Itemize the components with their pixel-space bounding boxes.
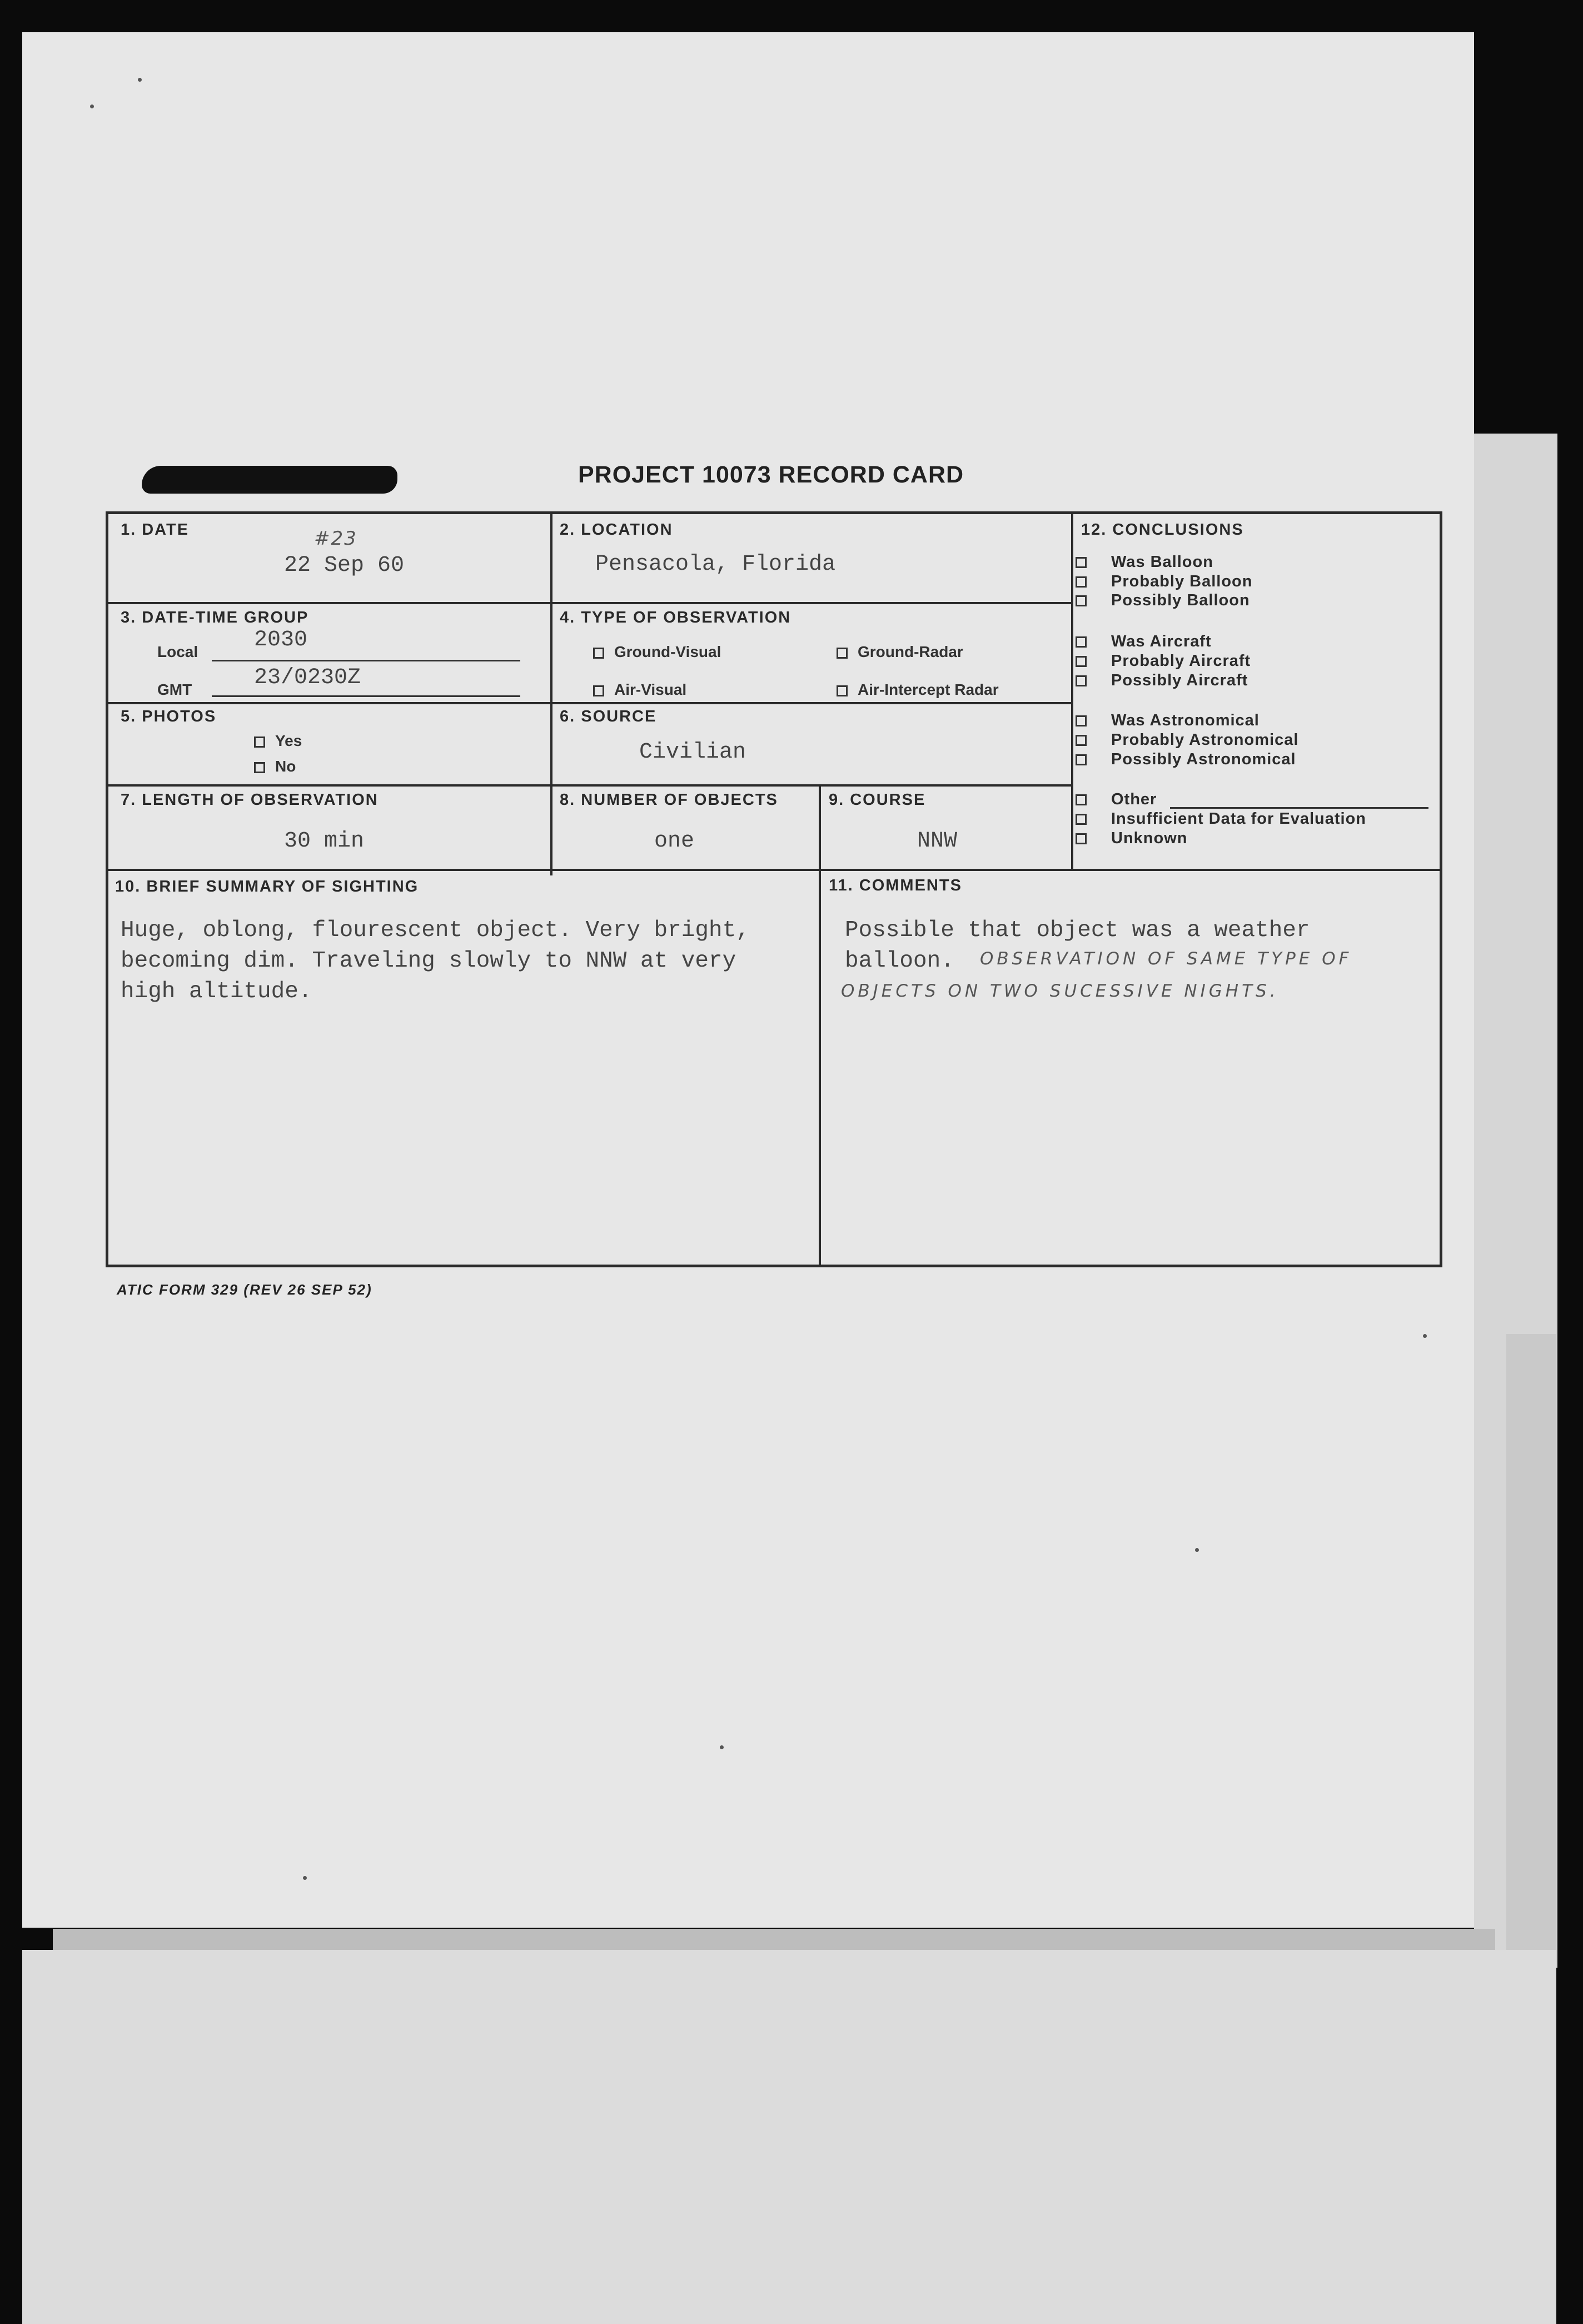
checkbox-icon — [1076, 814, 1087, 825]
conclusion-item — [1076, 750, 1296, 769]
checkbox-icon — [1076, 833, 1087, 844]
checkbox-icon — [837, 648, 848, 659]
checkbox-icon — [837, 685, 848, 696]
date-value: 22 Sep 60 — [284, 553, 405, 578]
local-underline — [212, 660, 520, 661]
conclusion-label: Possibly Aircraft — [1111, 671, 1248, 689]
speck — [1195, 1548, 1199, 1552]
conclusion-item — [1076, 671, 1248, 690]
record-card — [106, 511, 1442, 1267]
conclusion-item — [1076, 810, 1366, 828]
conclusion-label: Probably Astronomical — [1111, 731, 1299, 749]
divider — [108, 784, 1071, 787]
conclusion-item — [1076, 633, 1212, 651]
location-value: Pensacola, Florida — [595, 552, 836, 577]
dtg-label: 3. DATE-TIME GROUP — [121, 609, 309, 626]
checkbox-icon — [1076, 715, 1087, 726]
comments-label: 11. COMMENTS — [829, 877, 962, 894]
checkbox-icon — [1076, 557, 1087, 568]
redaction-mark — [142, 466, 397, 494]
speck — [720, 1745, 724, 1749]
length-label: 7. LENGTH OF OBSERVATION — [121, 791, 379, 809]
conclusion-item — [1076, 790, 1157, 809]
conclusion-label: Was Aircraft — [1111, 633, 1212, 650]
conclusion-label: Other — [1111, 790, 1157, 808]
checkbox-icon — [254, 762, 265, 773]
divider — [819, 787, 821, 1265]
conclusion-label: Insufficient Data for Evaluation — [1111, 810, 1366, 828]
option-ground-visual: Ground-Visual — [593, 643, 721, 661]
divider — [108, 869, 1442, 871]
speck — [1423, 1334, 1427, 1338]
gmt-label: GMT — [157, 681, 192, 698]
objects-label: 8. NUMBER OF OBJECTS — [560, 791, 778, 809]
objects-value: one — [654, 829, 695, 854]
conclusion-item — [1076, 829, 1188, 848]
gmt-underline — [212, 695, 520, 697]
summary-text: Huge, oblong, flourescent object. Very bright, becoming dim. Traveling slowly to NNW at very high altitude. — [121, 918, 750, 1004]
conclusion-item — [1076, 591, 1250, 610]
conclusion-item — [1076, 553, 1213, 571]
conclusion-item — [1076, 652, 1251, 670]
checkbox-icon — [593, 685, 604, 696]
card-title: PROJECT 10073 RECORD CARD — [578, 461, 964, 488]
local-value: 2030 — [254, 628, 308, 653]
conclusion-item — [1076, 711, 1260, 730]
option-air-intercept-radar: Air-Intercept Radar — [837, 681, 999, 699]
divider — [108, 702, 1071, 704]
checkbox-icon — [593, 648, 604, 659]
paper-edge-bottom — [53, 1929, 1495, 1950]
conclusion-label: Probably Aircraft — [1111, 652, 1251, 670]
conclusion-label: Was Astronomical — [1111, 711, 1260, 729]
checkbox-icon — [1076, 794, 1087, 805]
option-air-visual: Air-Visual — [593, 681, 686, 699]
course-value: NNW — [917, 829, 958, 854]
conclusion-label: Was Balloon — [1111, 553, 1213, 571]
other-underline — [1170, 807, 1428, 809]
conclusion-label: Probably Balloon — [1111, 573, 1253, 590]
checkbox-icon — [1076, 656, 1087, 667]
checkbox-icon — [1076, 636, 1087, 648]
comments-typed-line1: Possible that object was a weather — [845, 918, 1310, 943]
conclusion-label: Unknown — [1111, 829, 1188, 847]
photos-label: 5. PHOTOS — [121, 708, 217, 725]
comments-handwritten-line2: OBJECTS ON TWO SUCESSIVE NIGHTS. — [841, 981, 1279, 1001]
summary-label: 10. BRIEF SUMMARY OF SIGHTING — [115, 878, 419, 895]
date-annotation: #23 — [314, 527, 357, 550]
gmt-value: 23/0230Z — [254, 665, 361, 690]
date-label: 1. DATE — [121, 521, 190, 539]
checkbox-icon — [1076, 675, 1087, 686]
speck — [138, 78, 142, 82]
conclusion-label: Possibly Balloon — [1111, 591, 1250, 609]
speck — [90, 104, 94, 108]
source-label: 6. SOURCE — [560, 708, 657, 725]
comments-handwritten-line1: OBSERVATION OF SAME TYPE OF — [980, 949, 1352, 969]
local-label: Local — [157, 643, 198, 660]
conclusion-item — [1076, 573, 1252, 591]
course-label: 9. COURSE — [829, 791, 926, 809]
observation-type-label: 4. TYPE OF OBSERVATION — [560, 609, 792, 626]
comments-typed-line2: balloon. — [845, 948, 954, 974]
conclusions-label: 12. CONCLUSIONS — [1081, 521, 1244, 539]
photos-no: No — [254, 758, 296, 775]
checkbox-icon — [1076, 754, 1087, 765]
divider — [108, 602, 1071, 604]
photos-yes: Yes — [254, 732, 302, 750]
checkbox-icon — [1076, 576, 1087, 588]
checkbox-icon — [254, 736, 265, 748]
location-label: 2. LOCATION — [560, 521, 673, 539]
lower-sheet — [22, 1950, 1556, 2324]
speck — [303, 1876, 307, 1880]
length-value: 30 min — [284, 829, 365, 854]
paper-edge-right-shadow — [1506, 1334, 1556, 2001]
source-value: Civilian — [639, 740, 746, 765]
form-id: ATIC FORM 329 (REV 26 SEP 52) — [117, 1281, 372, 1298]
checkbox-icon — [1076, 735, 1087, 746]
conclusion-label: Possibly Astronomical — [1111, 750, 1296, 768]
option-ground-radar: Ground-Radar — [837, 643, 963, 661]
divider — [1071, 514, 1073, 869]
divider — [550, 514, 552, 875]
checkbox-icon — [1076, 595, 1087, 606]
conclusion-item — [1076, 731, 1298, 749]
